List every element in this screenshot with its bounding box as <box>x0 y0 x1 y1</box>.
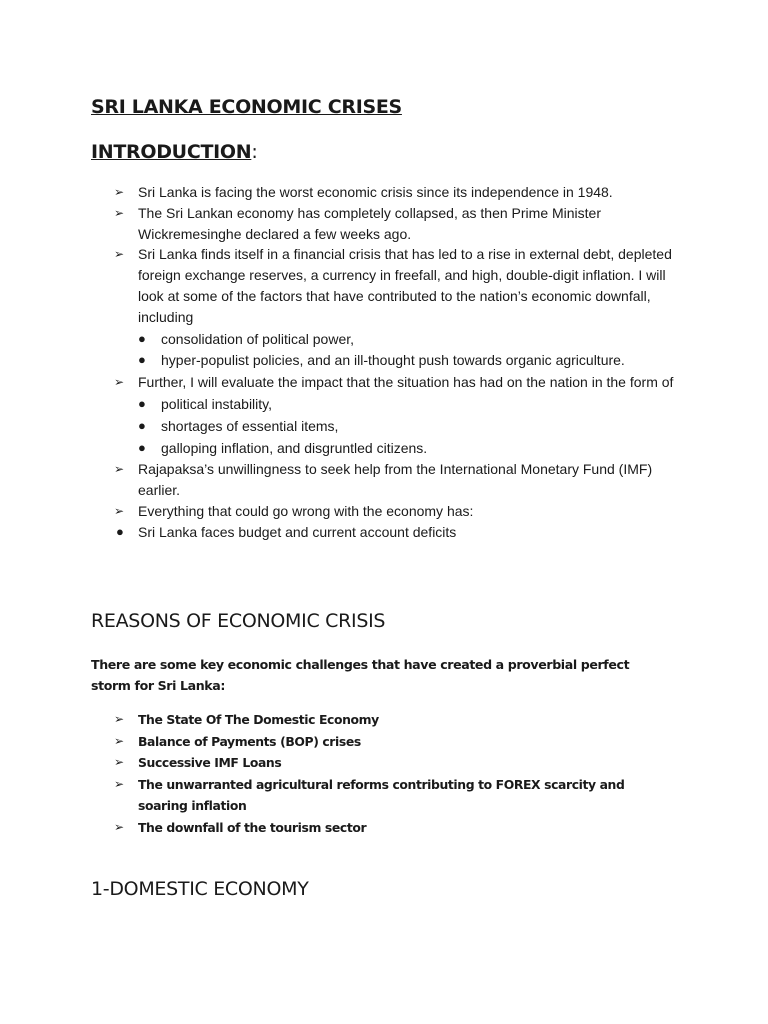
list-item <box>114 244 674 371</box>
list-item <box>114 709 674 731</box>
sublist-item-text: galloping inflation, and disgruntled citizens. <box>161 439 428 456</box>
list-item-text: Successive IMF Loans <box>138 755 282 770</box>
list-item-text: Balance of Payments (BOP) crises <box>138 733 361 749</box>
list-item-text: The State Of The Domestic Economy <box>138 712 379 727</box>
arrow-bullet-icon: ➢ <box>114 375 125 390</box>
arrow-bullet-icon: ➢ <box>114 205 125 220</box>
list-item <box>114 774 674 817</box>
list-item <box>114 182 674 203</box>
arrow-bullet-icon: ➢ <box>114 185 125 199</box>
list-item <box>114 817 674 839</box>
arrow-bullet-icon: ➢ <box>114 503 125 518</box>
arrow-bullet-icon: ➢ <box>114 247 125 262</box>
arrow-bullet-icon: ➢ <box>114 733 124 748</box>
introduction-list <box>114 182 674 543</box>
list-item <box>114 372 674 458</box>
sublist-item <box>138 329 674 350</box>
list-item <box>114 203 674 245</box>
list-item-text: The Sri Lankan economy has completely collapsed, as then Prime Minister Wickremesinghe declared a few weeks ago. <box>138 204 601 242</box>
list-item-text: Rajapaksa’s unwillingness to seek help from the International Monetary Fund (IMF) earlier. <box>138 461 653 499</box>
list-item-text: Sri Lanka finds itself in a financial crisis that has led to a rise in external debt, depleted foreign exchange reserves, a currency in freefall, and high, double-digit inflation. I will look at some of the factors that have contributed to the nation’s economic downfall, including <box>138 246 672 325</box>
sublist-item <box>138 438 674 459</box>
list-item <box>114 501 674 522</box>
reasons-heading: REASONS OF ECONOMIC CRISIS <box>91 610 386 632</box>
factors-sublist <box>138 329 674 372</box>
dot-bullet-icon: ● <box>138 352 146 368</box>
arrow-bullet-icon: ➢ <box>114 776 124 791</box>
sublist-item-text: hyper-populist policies, and an ill-thought push towards organic agriculture. <box>161 352 625 369</box>
dot-bullet-icon: ● <box>138 330 146 346</box>
document-title: SRI LANKA ECONOMIC CRISES <box>91 96 402 118</box>
dot-bullet-icon: ● <box>116 523 124 539</box>
dot-bullet-icon: ● <box>138 439 146 455</box>
sublist-item <box>138 416 674 437</box>
introduction-heading-colon: : <box>251 141 258 163</box>
sublist-item-text: political instability, <box>161 395 273 412</box>
arrow-bullet-icon: ➢ <box>114 712 124 726</box>
list-item-text: The downfall of the tourism sector <box>138 819 367 835</box>
domestic-economy-heading: 1-DOMESTIC ECONOMY <box>91 878 309 900</box>
dot-bullet-icon: ● <box>138 417 146 433</box>
list-item-text: Further, I will evaluate the impact that the situation has had on the nation in the form of <box>138 374 674 391</box>
list-item <box>114 731 674 753</box>
sublist-item-text: shortages of essential items, <box>161 417 339 434</box>
list-item <box>114 752 674 774</box>
sublist-item <box>138 394 674 415</box>
sublist-item <box>138 350 674 371</box>
introduction-heading <box>91 141 257 163</box>
arrow-bullet-icon: ➢ <box>114 755 124 769</box>
impacts-sublist <box>138 394 674 458</box>
list-item-text: Everything that could go wrong with the economy has: <box>138 502 474 519</box>
arrow-bullet-icon: ➢ <box>114 462 125 477</box>
list-item-text: The unwarranted agricultural reforms contributing to FOREX scarcity and soaring inflation <box>138 776 625 813</box>
arrow-bullet-icon: ➢ <box>114 819 124 834</box>
list-item-text: Sri Lanka faces budget and current account deficits <box>138 523 457 540</box>
list-item <box>114 522 674 543</box>
sublist-item-text: consolidation of political power, <box>161 330 355 347</box>
introduction-heading-text: INTRODUCTION <box>91 141 252 163</box>
list-item-text: Sri Lanka is facing the worst economic crisis since its independence in 1948. <box>138 184 613 200</box>
dot-bullet-icon: ● <box>138 395 146 411</box>
list-item <box>114 459 674 501</box>
reasons-paragraph: There are some key economic challenges that have created a proverbial perfect storm for Sri Lanka: <box>91 657 630 693</box>
reasons-list <box>114 709 674 838</box>
